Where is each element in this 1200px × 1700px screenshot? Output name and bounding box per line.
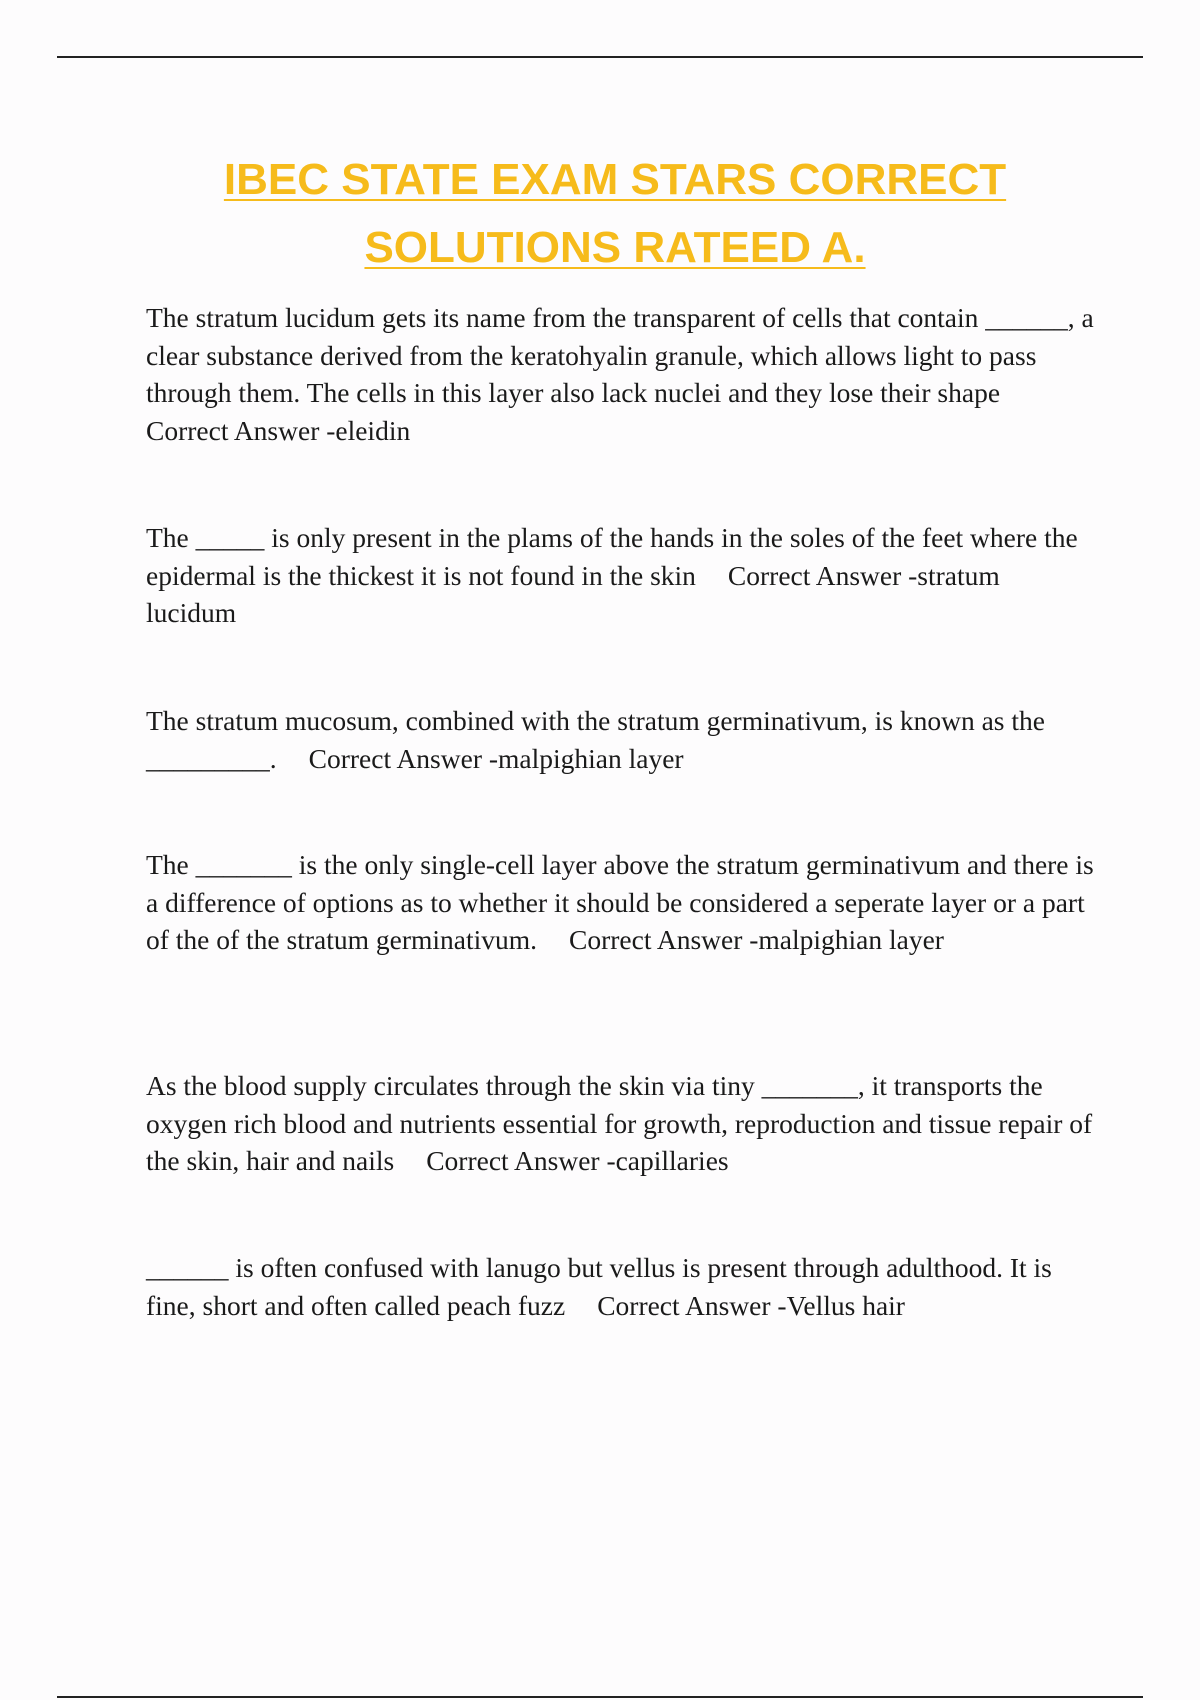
title-line-2: SOLUTIONS RATEED A. — [364, 223, 866, 272]
question-text: The stratum mucosum, combined with the stratum germinativum, is known as the _________. — [146, 705, 1045, 774]
question-text: The stratum lucidum gets its name from the transparent of cells that contain ______, a clear substance derived from the keratohyalin granule, which allows light to pass through them. The cells in this layer also lack nuclei and they lose their shape — [146, 302, 1094, 408]
correct-answer: Correct Answer -eleidin — [146, 414, 411, 446]
question-item — [146, 702, 1096, 777]
question-item — [146, 846, 1096, 959]
question-text: The _______ is the only single-cell layer above the stratum germinativum and there is a difference of options as to whether it should be considered a seperate layer or a part of the of the stratum germinativum. — [146, 849, 1094, 955]
question-text: ______ is often confused with lanugo but vellus is present through adulthood. It is fine, short and often called peach fuzz — [146, 1252, 1052, 1321]
question-item — [146, 1249, 1096, 1324]
correct-answer: Correct Answer -stratum lucidum — [146, 559, 1000, 628]
bottom-rule — [57, 1696, 1143, 1698]
correct-answer: Correct Answer -Vellus hair — [597, 1289, 905, 1321]
question-item — [146, 299, 1096, 449]
top-rule — [57, 56, 1143, 58]
correct-answer: Correct Answer -malpighian layer — [308, 742, 684, 774]
correct-answer: Correct Answer -capillaries — [426, 1145, 729, 1176]
title-line-1: IBEC STATE EXAM STARS CORRECT — [223, 155, 1007, 204]
correct-answer: Correct Answer -malpighian layer — [569, 924, 944, 955]
question-text: As the blood supply circulates through the skin via tiny _______, it transports the oxygen rich blood and nutrients essential for growth, reproduction and tissue repair of the skin, hair and nails — [146, 1070, 1093, 1176]
question-item — [146, 1067, 1096, 1180]
question-item — [146, 519, 1096, 632]
question-text: The _____ is only present in the plams of the hands in the soles of the feet where the epidermal is the thickest it is not found in the skin — [146, 522, 1078, 591]
document-title — [0, 146, 1200, 282]
